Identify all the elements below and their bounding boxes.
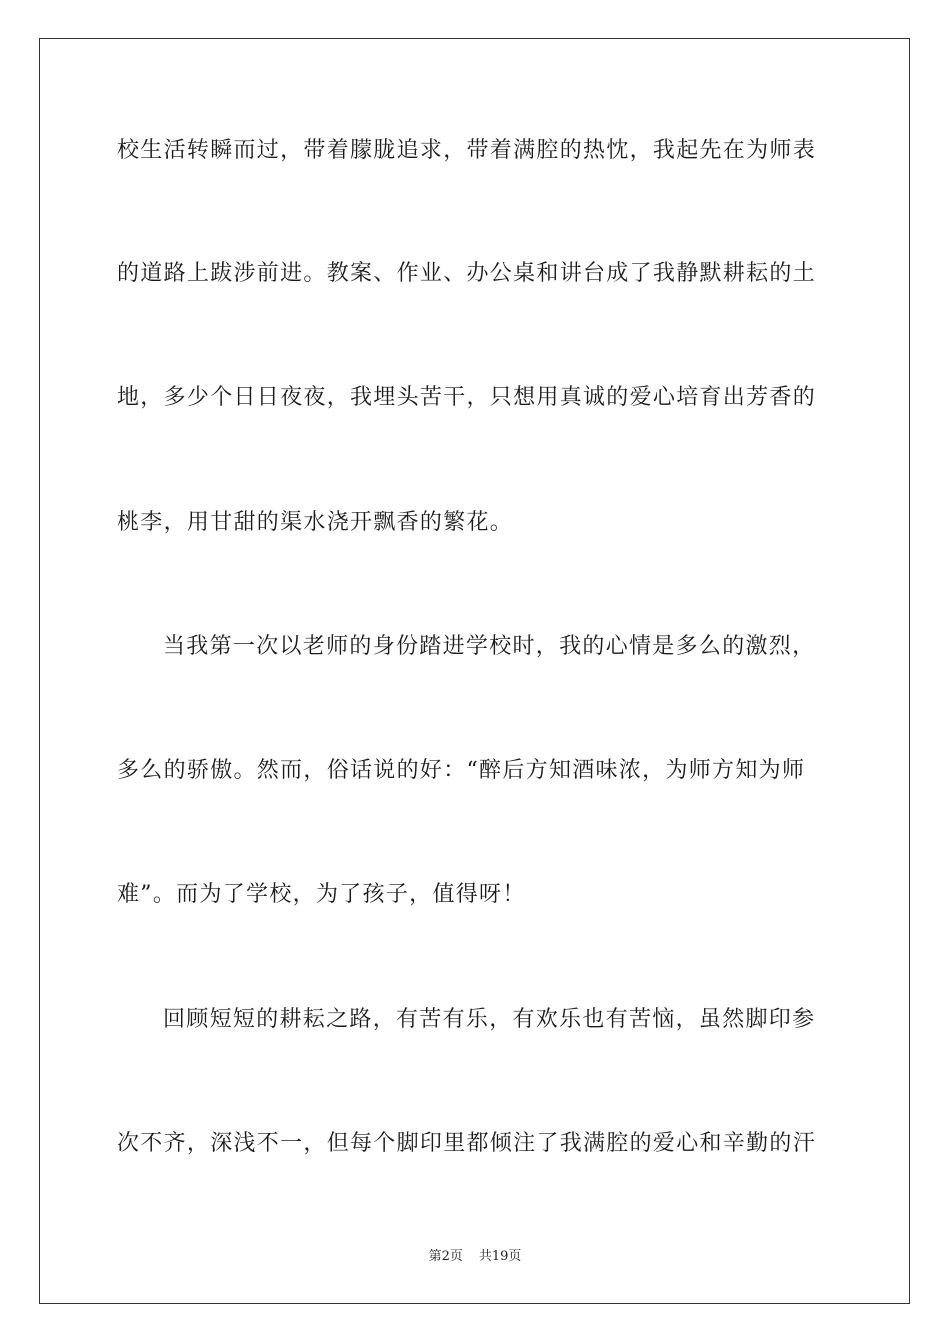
body-text-line: 次不齐，深浅不一，但每个脚印里都倾注了我满腔的爱心和辛勤的汗 (117, 1131, 817, 1156)
total-pages: 共19页 (478, 1249, 522, 1264)
paragraph-first-line: 回顾短短的耕耘之路，有苦有乐，有欢乐也有苦恼，虽然脚印参 (163, 1007, 816, 1032)
body-text-line: 难”。而为了学校，为了孩子，值得呀！ (117, 882, 526, 907)
body-text-line: 地，多少个日日夜夜，我埋头苦干，只想用真诚的爱心培育出芳香的 (117, 385, 817, 410)
page-border (39, 38, 910, 1304)
body-text-line: 的道路上跋涉前进。教案、作业、办公桌和讲台成了我静默耕耘的土 (117, 261, 817, 286)
body-text-line: 桃李，用甘甜的渠水浇开飘香的繁花。 (117, 510, 514, 535)
page-number: 第2页 (428, 1249, 463, 1264)
paragraph-first-line: 当我第一次以老师的身份踏进学校时，我的心情是多么的激烈， (163, 634, 816, 659)
body-text-line: 校生活转瞬而过，带着朦胧追求，带着满腔的热忱，我起先在为师表 (117, 138, 817, 163)
page-footer (0, 1248, 950, 1266)
body-text-line: 多么的骄傲。然而，俗话说的好：“醉后方知酒味浓，为师方知为师 (117, 758, 806, 783)
